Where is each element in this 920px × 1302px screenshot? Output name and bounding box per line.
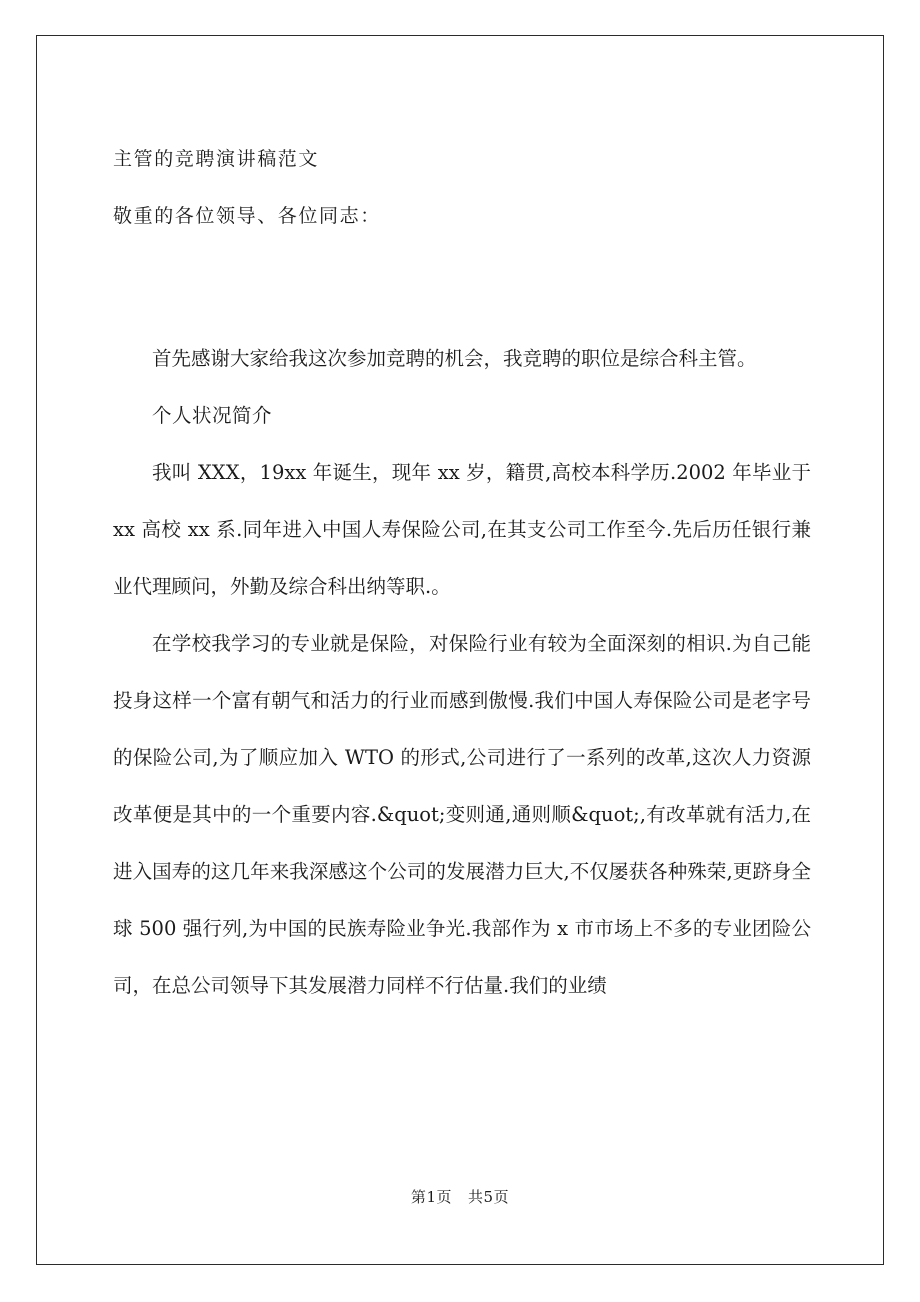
paragraph-opening: 首先感谢大家给我这次参加竞聘的机会，我竞聘的职位是综合科主管。: [152, 347, 757, 370]
footer-page-prefix: 第: [410, 1188, 427, 1206]
section-heading-personal-profile: 个人状况简介: [152, 404, 273, 427]
footer-total-pages: 5: [483, 1188, 494, 1206]
footer-current-page: 1: [426, 1188, 437, 1206]
salutation: 敬重的各位领导、各位同志：: [113, 205, 381, 227]
page-title: 主管的竞聘演讲稿范文: [113, 148, 320, 170]
paragraph-biography: 我叫 XXX，19xx 年诞生，现年 xx 岁，籍贯,高校本科学历.2002 年毕业于 xx 高校 xx 系.同年进入中国人寿保险公司,在其支公司工作至今.先后历任银行兼业代理顾问，外勤及综合科出纳等职.。: [113, 461, 811, 598]
footer-total-unit: 页: [493, 1188, 510, 1206]
footer-page-unit: 页: [436, 1188, 452, 1206]
document-page: [36, 35, 884, 1265]
blank-line-spacer: [113, 244, 811, 330]
page-footer: [37, 1186, 883, 1207]
document-body: [113, 131, 811, 1014]
footer-total-prefix: 共: [468, 1188, 484, 1206]
paragraph-experience: 在学校我学习的专业就是保险，对保险行业有较为全面深刻的相识.为自己能投身这样一个富有朝气和活力的行业而感到傲慢.我们中国人寿保险公司是老字号的保险公司,为了顺应加入 WTO 的形式,公司进行了一系列的改革,这次人力资源改革便是其中的一个重要内容.&quot;变则通,通则顺&quot;,有改革就有活力,在进入国寿的这几年来我深感这个公司的发展潜力巨大,不仅屡获各种殊荣,更跻身全球 500 强行列,为中国的民族寿险业争光.我部作为 x 市市场上不多的专业团险公司，在总公司领导下其发展潜力同样不行估量.我们的业绩: [113, 632, 811, 997]
